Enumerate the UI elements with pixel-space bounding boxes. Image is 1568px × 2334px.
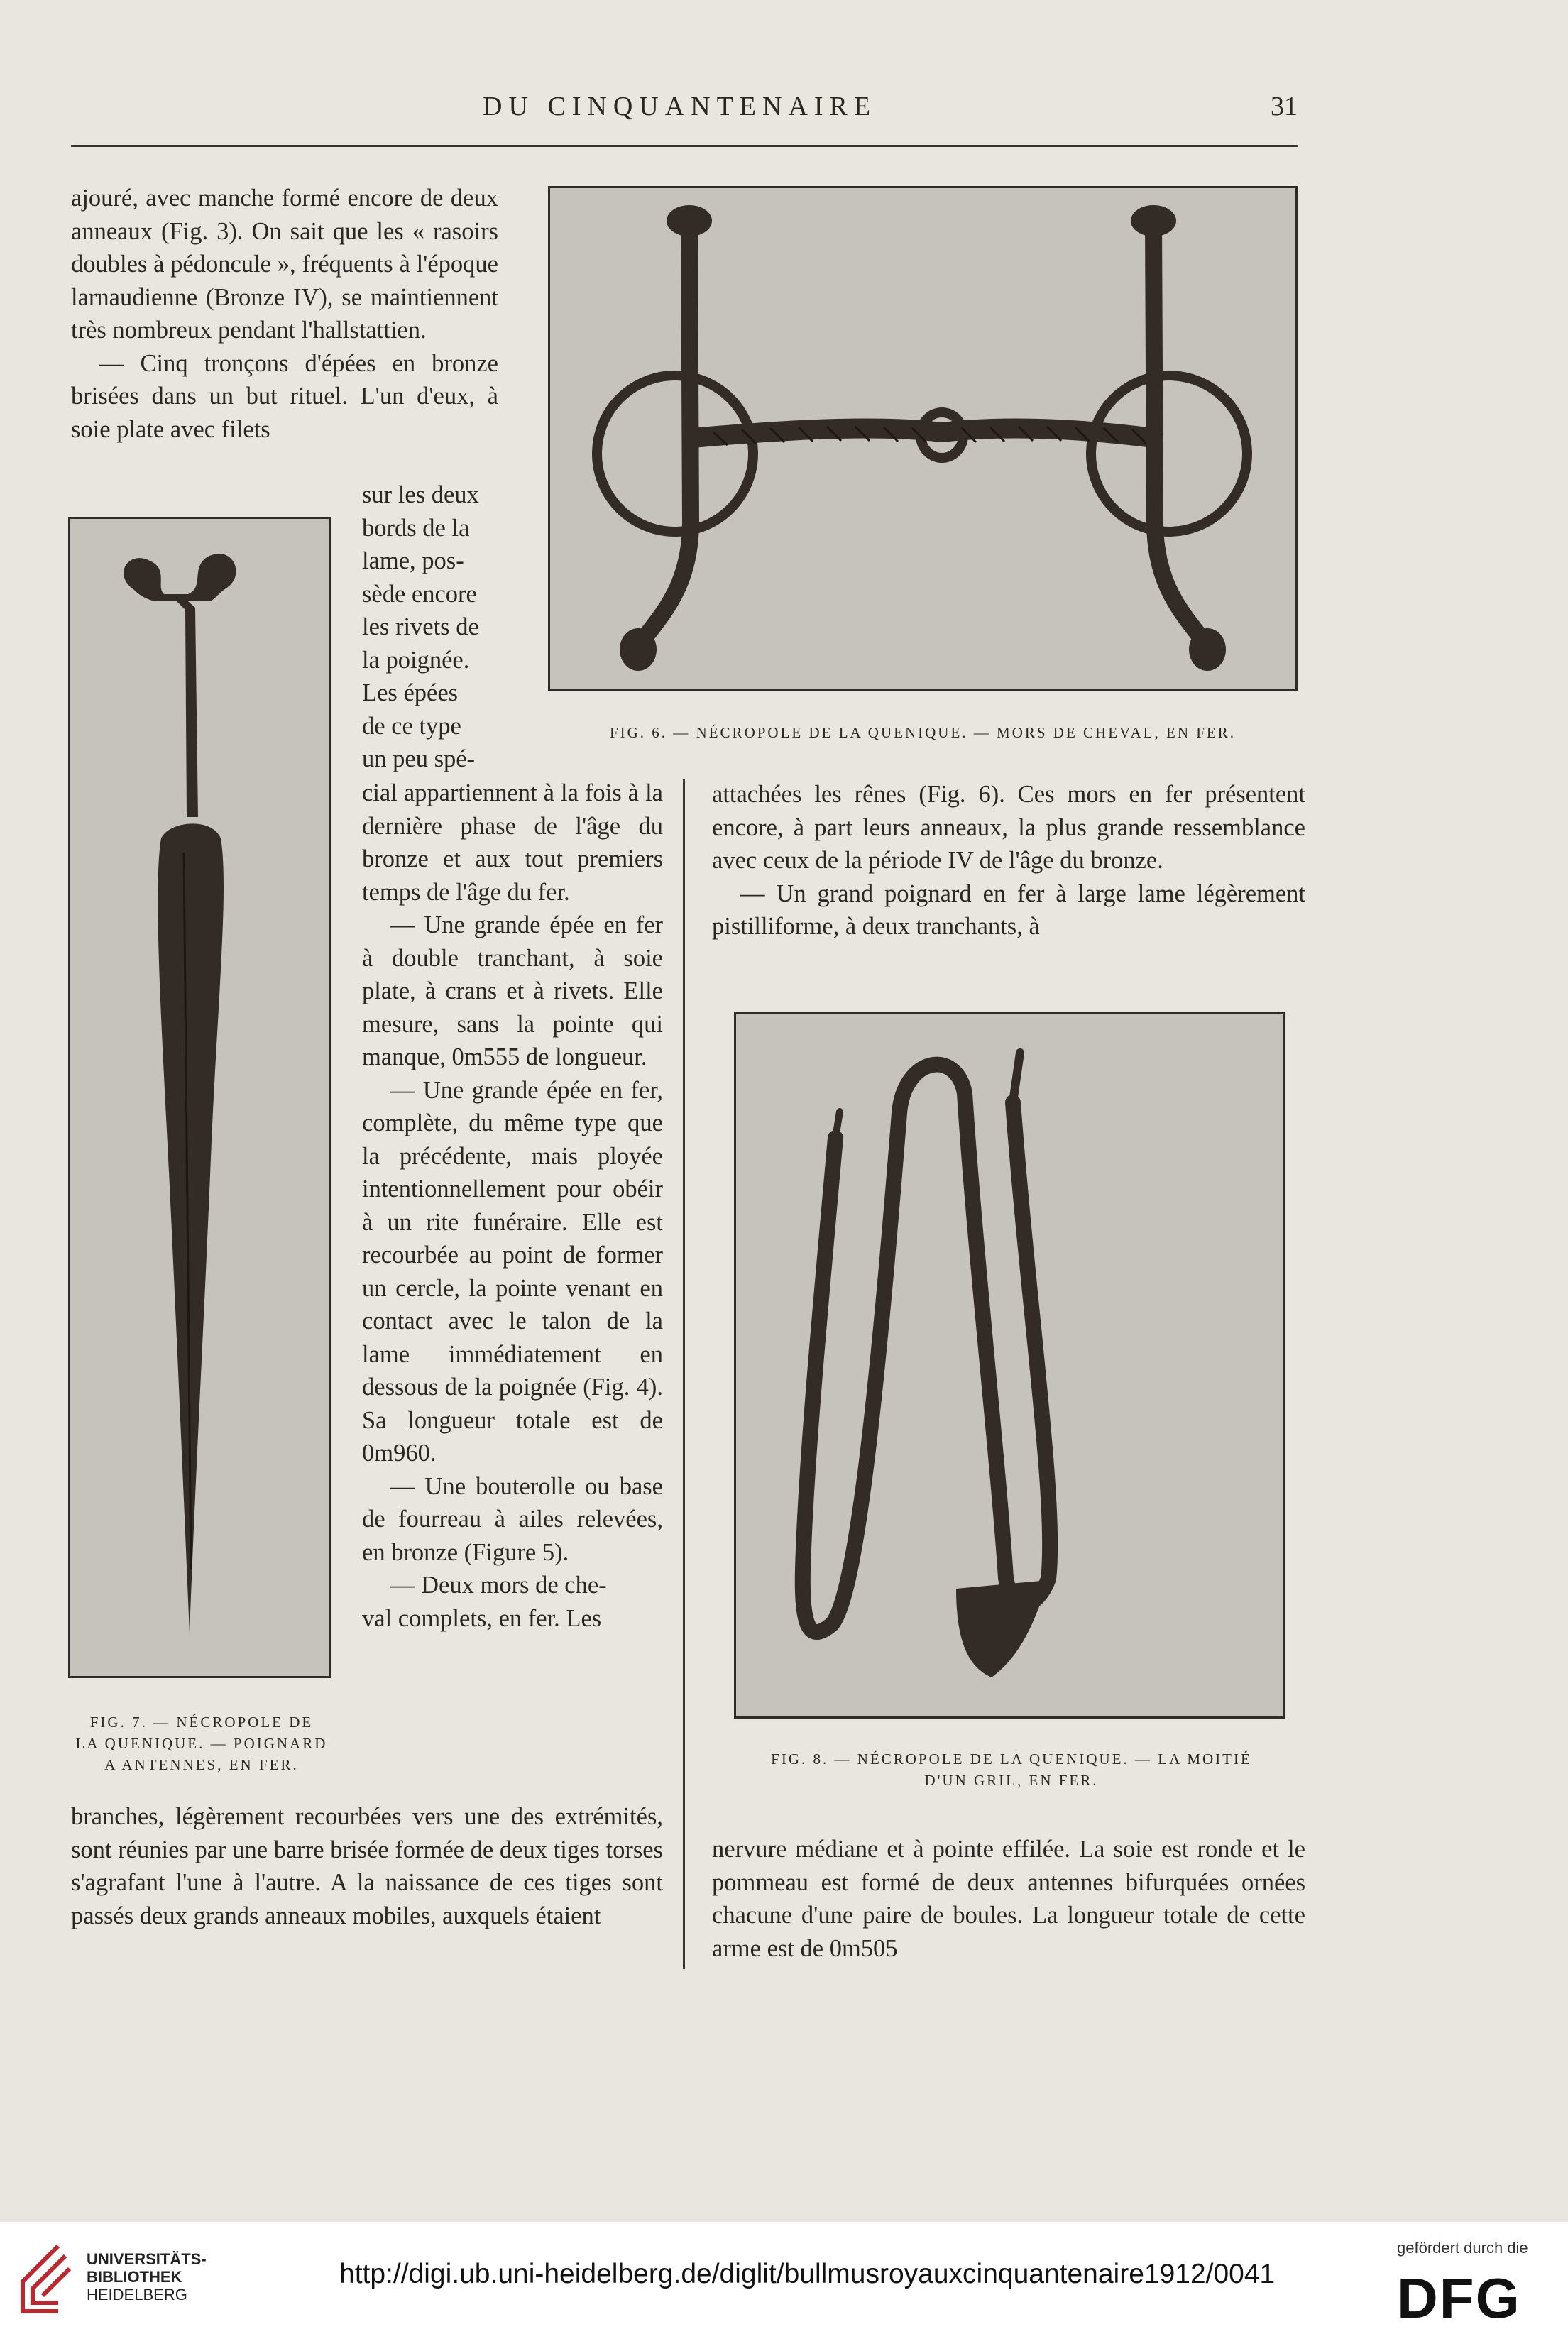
left-bottom-text <box>71 1800 663 1932</box>
wrap-line: la poignée. <box>362 646 470 674</box>
horse-bit-icon <box>550 188 1295 689</box>
paragraph-mors: — Deux mors de che- <box>390 1572 607 1599</box>
paragraph-grande-epee: — Une grande épée en fer à double tranchant, à soie plate, à crans et à rivets. Elle mesure, sans la pointe qui manque, 0m555 de longueur. <box>362 911 663 1070</box>
dagger-antennae-icon <box>70 519 329 1676</box>
wrap-line: les rivets de <box>362 613 479 640</box>
dfg-logo: DFG <box>1397 2267 1521 2330</box>
paragraph-epee-ployee: — Une grande épée en fer, complète, du même type que la précédente, mais ployée intentionnellement pour obéir à un rite funéraire. Elle est recourbée au point de former un cercle, la pointe venant en contact avec le talon de la lame immédiatement en dessous de la poignée (Fig. 4). Sa longueur totale est de 0m960. <box>362 1076 663 1467</box>
figure-6-photo <box>548 186 1298 691</box>
wrap-line: de ce type <box>362 712 461 740</box>
wrap-text <box>362 478 498 776</box>
wrap-line: bords de la <box>362 514 470 542</box>
wrap-line: sède encore <box>362 580 477 608</box>
paragraph-nervure: nervure médiane et à pointe effilée. La soie est ronde et le pommeau est formé de deux antennes bifurquées ornées chacune d'une paire de boules. La longueur totale de cette arme est de 0m505 <box>712 1836 1305 1962</box>
column-rule <box>683 779 685 1969</box>
figure-8-photo <box>734 1012 1285 1719</box>
paragraph-mors-cont: val complets, en fer. Les <box>362 1604 602 1632</box>
wrap-line: un peu spé- <box>362 745 476 772</box>
running-head <box>0 91 1568 133</box>
narrow-text <box>362 777 663 1635</box>
paragraph-branches: branches, légèrement recourbées vers une des extrémités, sont réunies par une barre brisée formée de deux tiges torses s'agrafant l'une à l'autre. A la naissance de ces tiges sont passés deux grands anneaux mobiles, auxquels étaient <box>71 1803 663 1929</box>
wrap-line: sur les deux <box>362 481 479 508</box>
grill-half-icon <box>736 1014 1283 1716</box>
paragraph-bronze-phase: cial appartiennent à la fois à la dernière phase de l'âge du bronze et aux tout premiers temps de l'âge du fer. <box>362 779 663 906</box>
source-url-link[interactable]: http://digi.ub.uni-heidelberg.de/diglit/bullmusroyauxcinquantenaire1912/0041 <box>339 2259 1276 2289</box>
paragraph-poignard: — Un grand poignard en fer à large lame légèrement pistilliforme, à deux tranchants, à <box>712 880 1305 940</box>
figure-6-caption: FIG. 6. — NÉCROPOLE DE LA QUENIQUE. — MORS DE CHEVAL, EN FER. <box>609 724 1237 741</box>
header-rule <box>71 145 1298 147</box>
left-top-text <box>71 182 498 446</box>
paragraph-epees: — Cinq tronçons d'épées en bronze brisées dans un but rituel. L'un d'eux, à soie plate avec filets <box>71 349 498 443</box>
paragraph-bouterolle: — Une bouterolle ou base de fourreau à ailes relevées, en bronze (Figure 5). <box>362 1472 663 1566</box>
right-bottom-text <box>712 1833 1305 1965</box>
paragraph-renes: attachées les rênes (Fig. 6). Ces mors en fer présentent encore, à part leurs anneaux, la plus grande ressemblance avec ceux de la période IV de l'âge du bronze. <box>712 781 1305 874</box>
figure-7-photo <box>68 517 331 1678</box>
running-title: DU CINQUANTENAIRE <box>483 92 877 121</box>
wrap-line: Les épées <box>362 679 459 706</box>
footer-bar <box>0 2222 1568 2334</box>
ub-heidelberg-logo <box>16 2240 74 2318</box>
figure-7-caption: FIG. 7. — NÉCROPOLE DE LA QUENIQUE. — POIGNARD A ANTENNES, EN FER. <box>75 1714 328 1773</box>
library-name: UNIVERSITÄTS- BIBLIOTHEK HEIDELBERG <box>87 2250 207 2303</box>
page-number: 31 <box>1271 92 1298 121</box>
paragraph-rasoirs: ajouré, avec manche formé encore de deux anneaux (Fig. 3). On sait que les « rasoirs doubles à pédoncule », fréquents à l'époque larnaudienne (Bronze IV), se maintiennent très nombreux pendant l'hallstattien. <box>71 185 498 344</box>
wrap-line: lame, pos- <box>362 547 464 574</box>
figure-8-caption: FIG. 8. — NÉCROPOLE DE LA QUENIQUE. — LA MOITIÉ D'UN GRIL, EN FER. <box>771 1750 1252 1789</box>
funding-label: gefördert durch die <box>1397 2239 1528 2257</box>
right-top-text <box>712 778 1305 943</box>
